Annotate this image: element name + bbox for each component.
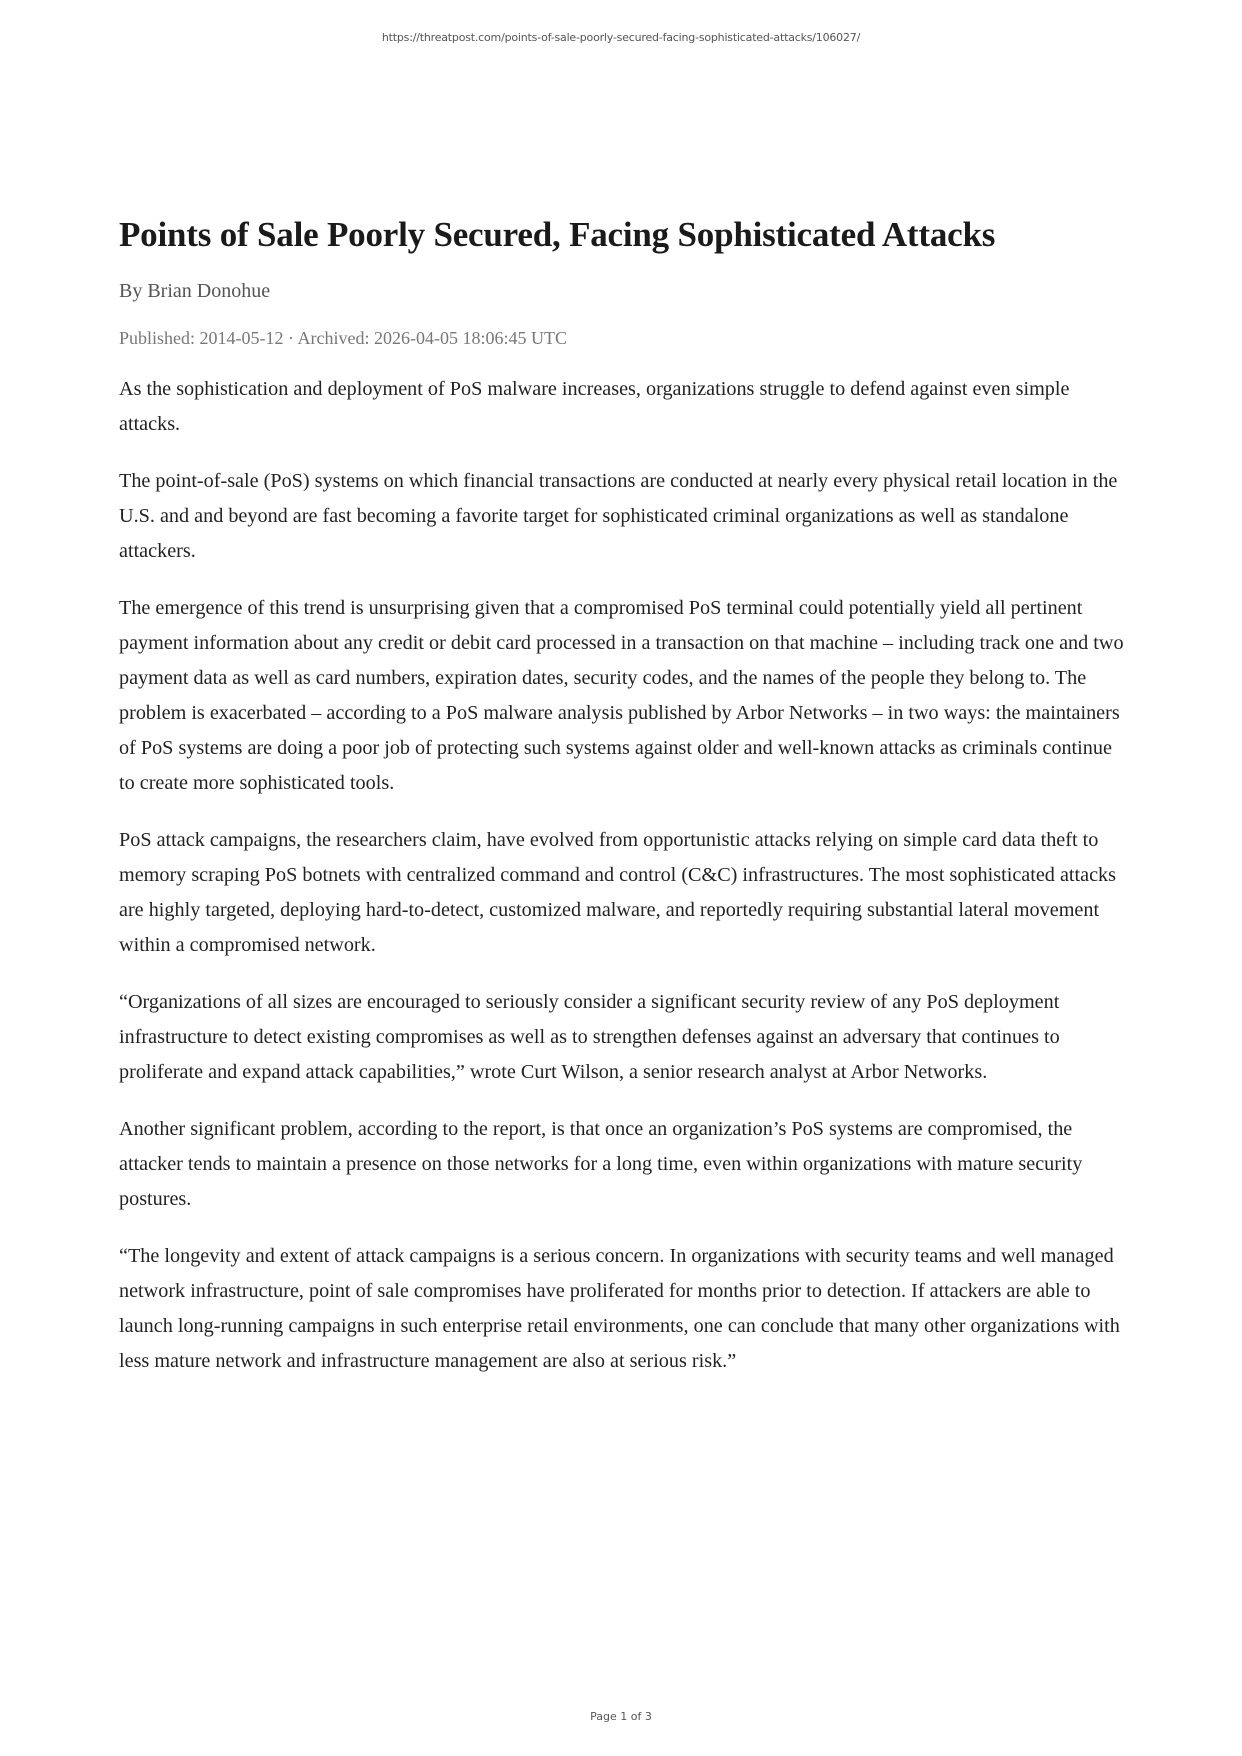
page-url-header: https://threatpost.com/points-of-sale-poorly-secured-facing-sophisticated-attacks/106027/: [381, 31, 861, 44]
article-paragraph: PoS attack campaigns, the researchers claim, have evolved from opportunistic attacks relying on simple card data theft to memory scraping PoS botnets with centralized command and control (C&C) infrastructures. The most sophisticated attacks are highly targeted, deploying hard-to-detect, customized malware, and reportedly requiring substantial lateral movement within a compromised network.: [119, 829, 1116, 956]
article-paragraph: The emergence of this trend is unsurprising given that a compromised PoS terminal could potentially yield all pertinent payment information about any credit or debit card processed in a transaction on that machine – including track one and two payment data as well as card numbers, expiration dates, security codes, and the names of the people they belong to. The problem is exacerbated – according to a PoS malware analysis published by Arbor Networks – in two ways: the maintainers of PoS systems are doing a poor job of protecting such systems against older and well-known attacks as criminals continue to create more sophisticated tools.: [119, 597, 1124, 794]
article-paragraph: “The longevity and extent of attack campaigns is a serious concern. In organizations with security teams and well managed network infrastructure, point of sale compromises have proliferated for months prior to detection. If attackers are able to launch long-running campaigns in such enterprise retail environments, one can conclude that many other organizations with less mature network and infrastructure management are also at serious risk.”: [119, 1245, 1120, 1372]
article-paragraph: The point-of-sale (PoS) systems on which financial transactions are conducted at nearly every physical retail location in the U.S. and and beyond are fast becoming a favorite target for sophisticated criminal organizations as well as standalone attackers.: [119, 470, 1118, 562]
page-number: Page 1 of 3: [590, 1710, 652, 1723]
article-paragraph: As the sophistication and deployment of PoS malware increases, organizations struggle to defend against even simple attacks.: [119, 378, 1070, 435]
article-body: [119, 372, 1129, 1379]
article: [119, 212, 1129, 1401]
article-byline: By Brian Donohue: [119, 280, 271, 302]
article-paragraph: Another significant problem, according to the report, is that once an organization’s PoS systems are compromised, the attacker tends to maintain a presence on those networks for a long time, even within organizations with mature security postures.: [119, 1118, 1083, 1210]
article-meta: Published: 2014-05-12 · Archived: 2026-04-05 18:06:45 UTC: [119, 328, 567, 348]
article-paragraph: “Organizations of all sizes are encouraged to seriously consider a significant security review of any PoS deployment infrastructure to detect existing compromises as well as to strengthen defenses against an adversary that continues to proliferate and expand attack capabilities,” wrote Curt Wilson, a senior research analyst at Arbor Networks.: [119, 991, 1060, 1083]
article-title: Points of Sale Poorly Secured, Facing Sophisticated Attacks: [119, 215, 996, 254]
